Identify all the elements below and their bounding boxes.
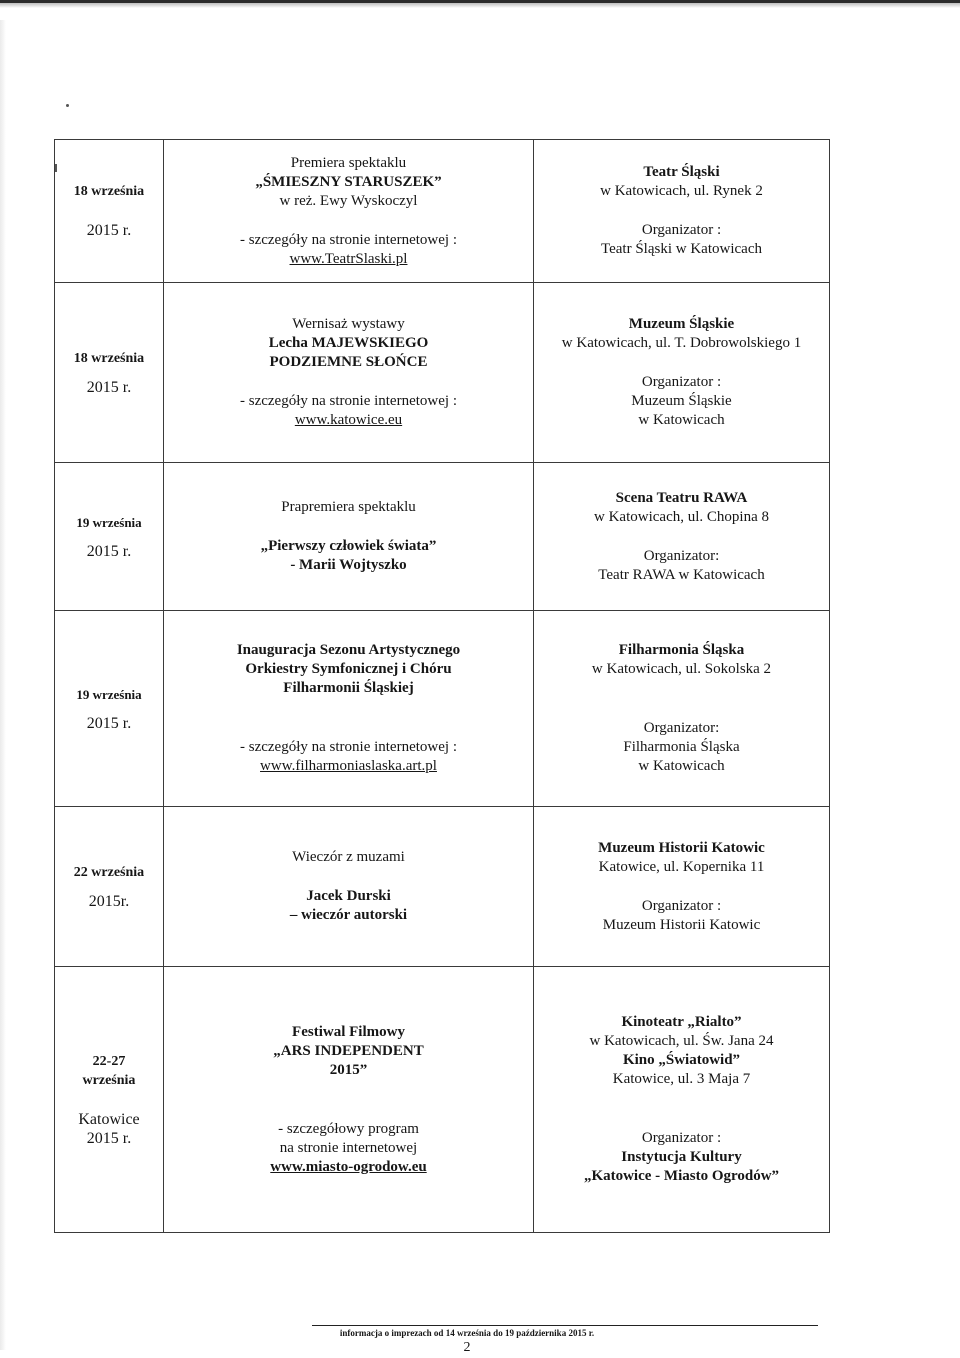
event-link[interactable]: www.katowice.eu [294, 412, 403, 428]
event-cell [164, 463, 534, 611]
page-number: 2 [463, 1340, 471, 1355]
table-row [55, 140, 830, 283]
date-cell [55, 611, 164, 807]
organizer-label: Organizator : [641, 374, 722, 390]
details-note: - szczegółowy program [278, 1120, 419, 1137]
details-note: - szczegóły na stronie internetowej : [239, 231, 457, 248]
organizer-label: Organizator: [643, 720, 720, 736]
details-note: - szczegóły na stronie internetowej : [239, 393, 457, 409]
venue-name: Kinoteatr „Rialto” [621, 1014, 742, 1030]
event-year: 2015 r. [86, 222, 132, 239]
event-link[interactable]: www.miasto-ogrodow.eu [270, 1158, 427, 1175]
organizer-name: Teatr RAWA w Katowicach [598, 566, 765, 583]
venue-address: w Katowicach, ul. Rynek 2 [600, 183, 763, 199]
footer-rule [312, 1325, 818, 1326]
venue-cell [534, 283, 830, 463]
venue-address: w Katowicach, ul. Chopina 8 [594, 508, 769, 525]
organizer-label: Organizator : [641, 1130, 722, 1146]
venue-address: w Katowicach, ul. T. Dobrowolskiego 1 [561, 335, 802, 351]
event-line: w reż. Ewy Wyskoczyl [279, 192, 418, 209]
date-cell [55, 967, 164, 1233]
event-cell [164, 807, 534, 967]
event-day: 22 września [73, 864, 145, 880]
venue-cell [534, 967, 830, 1233]
date-cell [55, 463, 164, 611]
table-row [55, 611, 830, 807]
event-title: 2015” [329, 1061, 368, 1078]
event-line: Wieczór z muzami [292, 849, 405, 865]
details-note: - szczegóły na stronie internetowej : [239, 739, 457, 755]
event-line: - Marii Wojtyszko [290, 557, 407, 573]
event-cell [164, 283, 534, 463]
event-cell [164, 967, 534, 1233]
event-link[interactable]: www.TeatrSlaski.pl [289, 250, 408, 267]
organizer-name: w Katowicach [638, 758, 725, 774]
organizer-label: Organizator : [641, 897, 722, 914]
date-cell [55, 283, 164, 463]
event-day: 22-27 [92, 1053, 126, 1069]
scan-speck [66, 104, 69, 107]
organizer-name: „Katowice - Miasto Ogrodów” [583, 1168, 780, 1184]
scan-left-shade [0, 20, 6, 1350]
event-title: Inauguracja Sezonu Artystycznego [236, 642, 461, 658]
venue-name: Filharmonia Śląska [618, 642, 745, 658]
event-year: 2015 r. [86, 714, 132, 732]
venue-name: Teatr Śląski [643, 164, 720, 180]
footer-note: informacja o imprezach od 14 września do 19 października 2015 r. [339, 1328, 595, 1338]
date-cell [55, 807, 164, 967]
organizer-name: Muzeum Historii Katowic [602, 916, 761, 933]
date-cell [55, 140, 164, 283]
venue-address: w Katowicach, ul. Św. Jana 24 [589, 1033, 774, 1049]
event-year: 2015r. [88, 892, 130, 910]
venue-name: Muzeum Historii Katowic [598, 839, 765, 856]
event-title: PODZIEMNE SŁOŃCE [269, 354, 428, 370]
event-title: Festiwal Filmowy [292, 1023, 405, 1040]
event-year: 2015 r. [86, 542, 132, 560]
event-title: Orkiestry Symfonicznej i Chóru [245, 661, 452, 677]
venue-name: Muzeum Śląskie [628, 316, 735, 332]
venue-address: w Katowicach, ul. Sokolska 2 [591, 661, 772, 677]
venue-cell [534, 463, 830, 611]
organizer-name: Muzeum Śląskie [631, 393, 732, 409]
event-place: Katowice [78, 1110, 140, 1128]
event-line: Premiera spektaklu [290, 154, 407, 171]
venue-address: Katowice, ul. Kopernika 11 [598, 858, 765, 875]
event-line: Prapremiera spektaklu [281, 499, 416, 515]
table-row [55, 283, 830, 463]
venue-name: Kino „Światowid” [622, 1052, 741, 1068]
venue-name: Scena Teatru RAWA [615, 489, 748, 506]
table-row [55, 463, 830, 611]
table-row [55, 967, 830, 1233]
table-row [55, 807, 830, 967]
event-year: 2015 r. [86, 378, 132, 396]
events-table [54, 139, 830, 1233]
event-title: Lecha MAJEWSKIEGO [268, 335, 429, 351]
venue-cell [534, 807, 830, 967]
event-title: – wieczór autorski [289, 907, 408, 923]
scan-top-edge [0, 0, 960, 8]
event-cell [164, 140, 534, 283]
event-day: 19 września [76, 514, 142, 530]
event-day: 18 września [73, 184, 145, 199]
organizer-name: w Katowicach [638, 412, 725, 428]
event-title: „ŚMIESZNY STARUSZEK” [255, 173, 442, 190]
event-title: „Pierwszy człowiek świata” [260, 538, 437, 554]
venue-cell [534, 611, 830, 807]
organizer-name: Filharmonia Śląska [623, 739, 740, 755]
organizer-name: Instytucja Kultury [621, 1149, 742, 1165]
event-year: 2015 r. [86, 1129, 132, 1147]
organizer-label: Organizator: [643, 547, 720, 564]
event-month: września [82, 1072, 136, 1088]
event-title: Jacek Durski [306, 888, 391, 904]
event-line: Wernisaż wystawy [292, 316, 405, 332]
event-title: „ARS INDEPENDENT [273, 1042, 424, 1059]
event-day: 18 września [73, 350, 145, 366]
details-note: na stronie internetowej [279, 1139, 418, 1156]
event-cell [164, 611, 534, 807]
venue-address: Katowice, ul. 3 Maja 7 [612, 1071, 751, 1087]
organizer-name: Teatr Śląski w Katowicach [601, 241, 762, 257]
event-title: Filharmonii Śląskiej [283, 680, 414, 696]
venue-cell [534, 140, 830, 283]
event-day: 19 września [76, 686, 142, 702]
organizer-label: Organizator : [641, 222, 722, 238]
event-link[interactable]: www.filharmoniaslaska.art.pl [260, 758, 437, 774]
